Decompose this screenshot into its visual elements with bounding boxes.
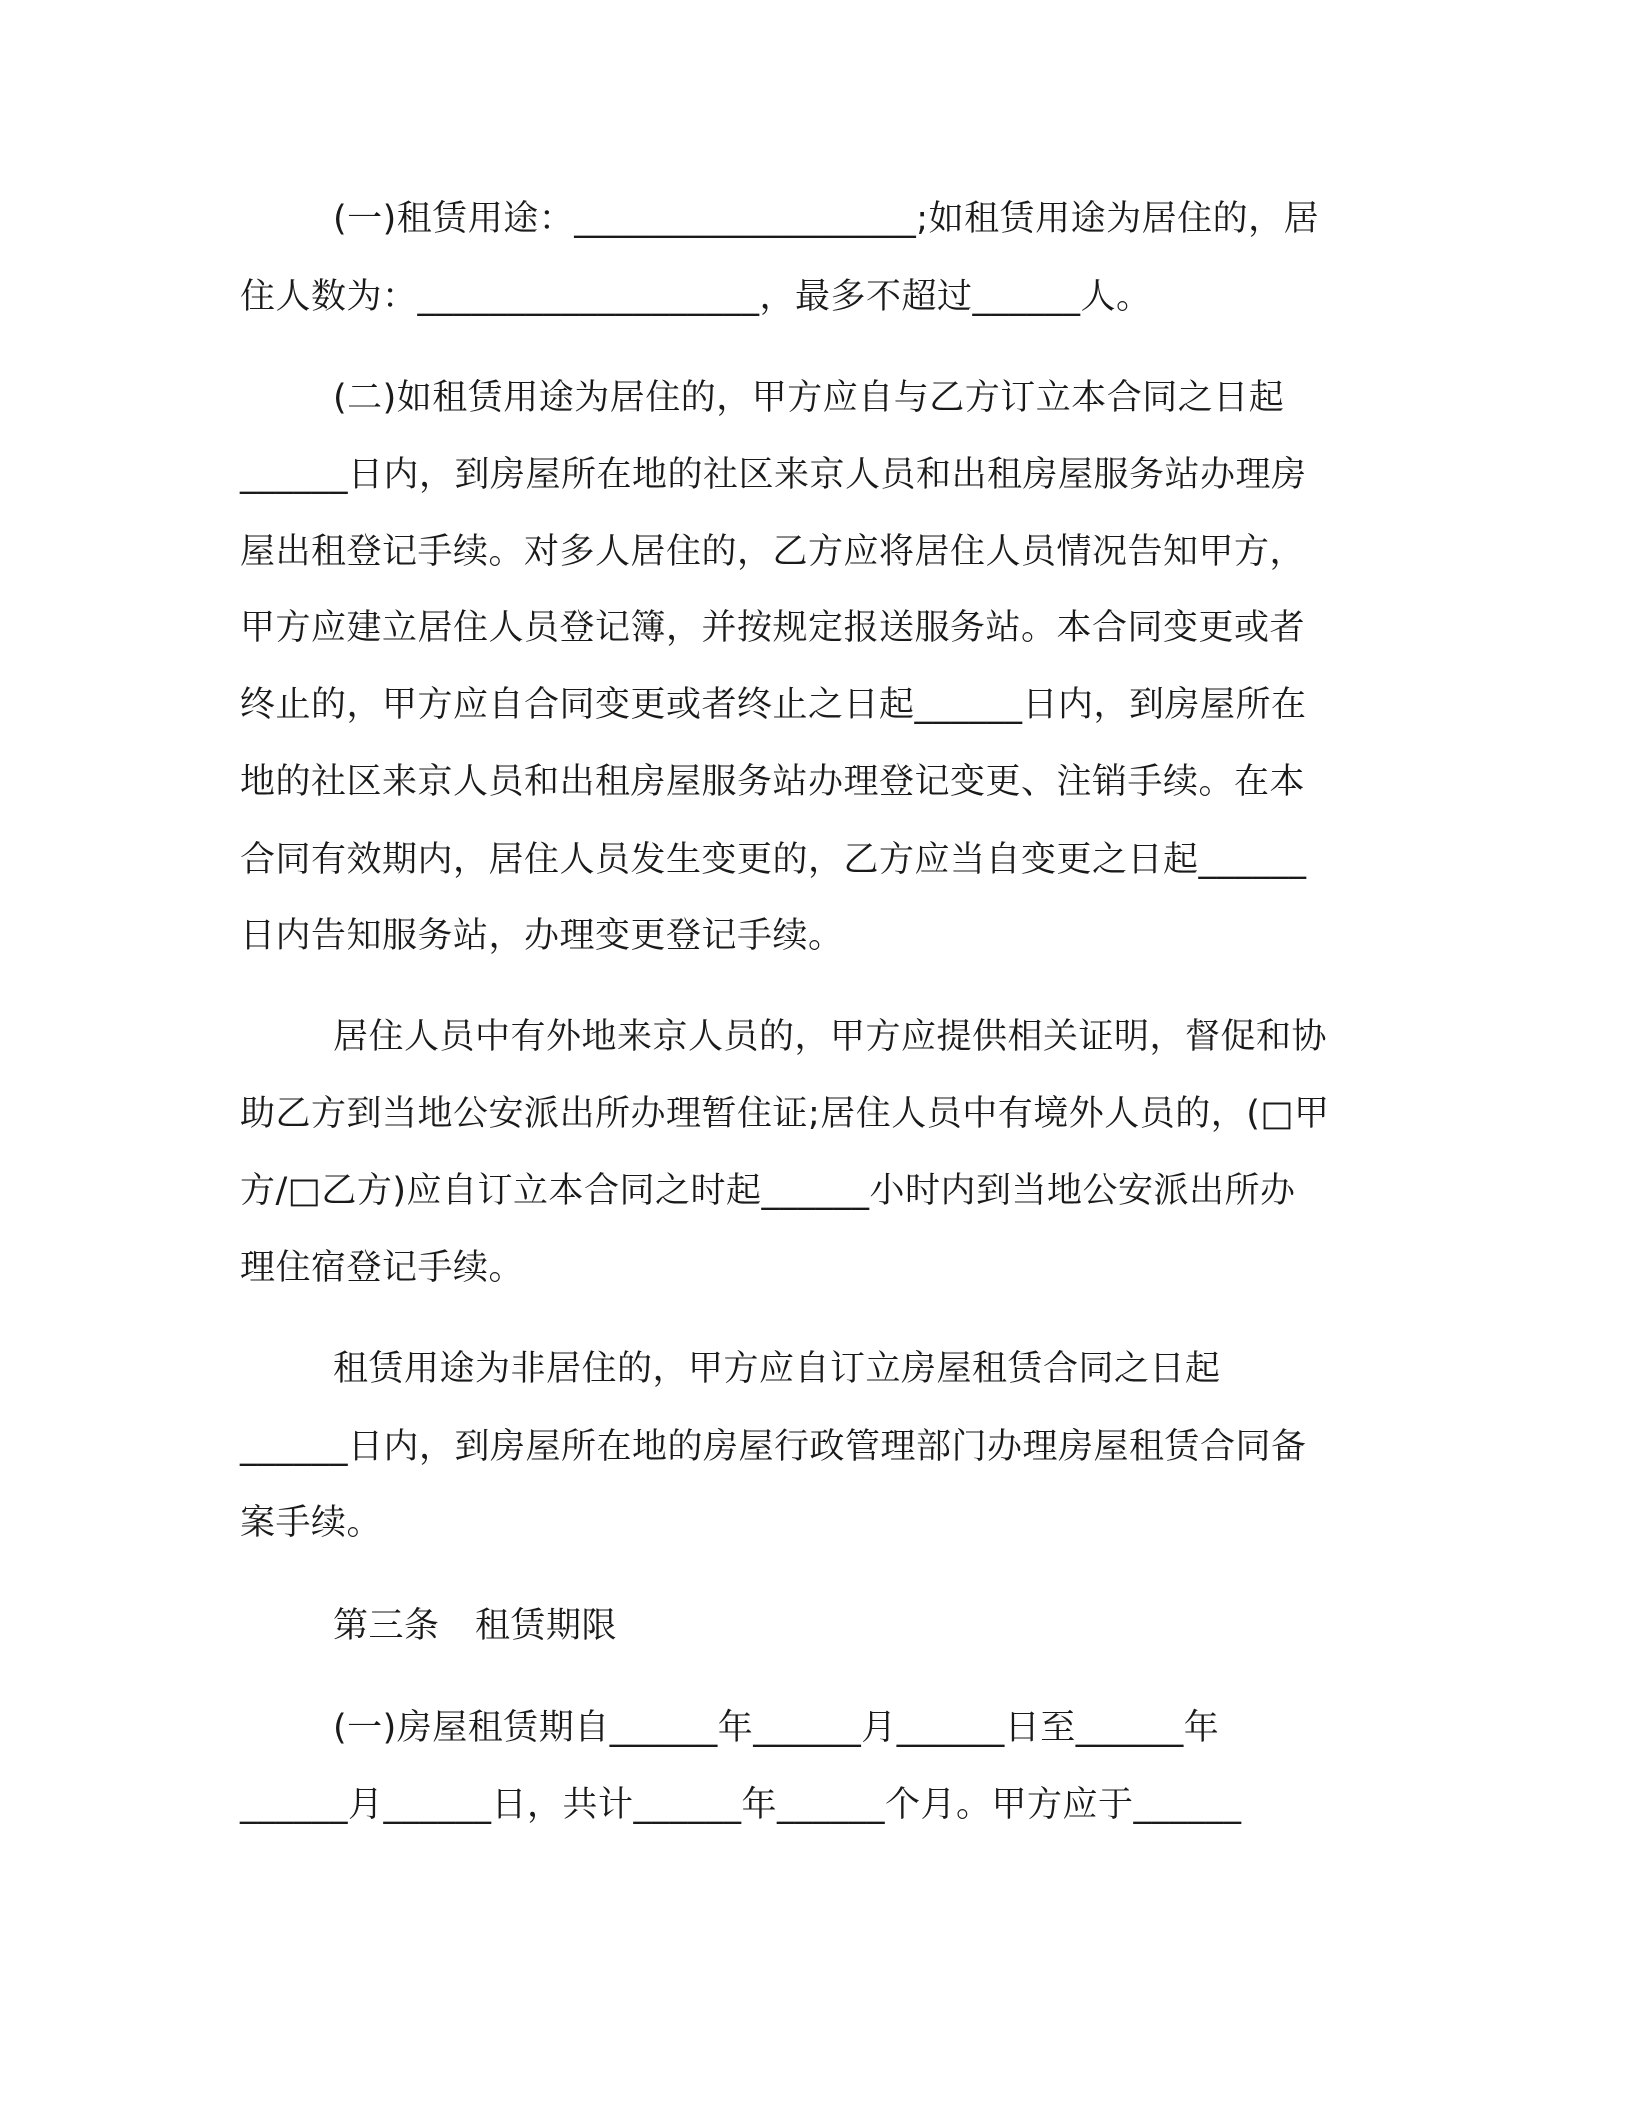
text-line: 租赁用途为非居住的，甲方应自订立房屋租赁合同之日起: [333, 1349, 1221, 1389]
text-line: 助乙方到当地公安派出所办理暂住证;居住人员中有境外人员的，(□甲: [240, 1094, 1330, 1134]
text-line: 居住人员中有外地来京人员的，甲方应提供相关证明，督促和协: [333, 1017, 1328, 1057]
text-line: 终止的，甲方应自合同变更或者终止之日起______日内，到房屋所在: [240, 685, 1307, 725]
text-line: 方/□乙方)应自订立本合同之时起______小时内到当地公安派出所办: [240, 1171, 1296, 1211]
text-line: ______月______日，共计______年______个月。甲方应于______: [240, 1785, 1242, 1825]
text-line: 住人数为：___________________，最多不超过______人。: [240, 277, 1152, 317]
text-line: (一)房屋租赁期自______年______月______日至______年: [333, 1708, 1220, 1748]
text-line: 屋出租登记手续。对多人居住的，乙方应将居住人员情况告知甲方，: [240, 532, 1306, 572]
section-heading: 第三条 租赁期限: [333, 1606, 618, 1646]
text-line: 案手续。: [240, 1503, 383, 1543]
text-line: 甲方应建立居住人员登记簿，并按规定报送服务站。本合同变更或者: [240, 608, 1306, 648]
text-line: 日内告知服务站，办理变更登记手续。: [240, 916, 844, 956]
text-line: ______日内，到房屋所在地的房屋行政管理部门办理房屋租赁合同备: [240, 1427, 1307, 1467]
text-line: (二)如租赁用途为居住的，甲方应自与乙方订立本合同之日起: [333, 378, 1285, 418]
text-line: 合同有效期内，居住人员发生变更的，乙方应当自变更之日起______: [240, 840, 1307, 880]
text-line: 地的社区来京人员和出租房屋服务站办理登记变更、注销手续。在本: [240, 762, 1306, 802]
text-line: 理住宿登记手续。: [240, 1248, 525, 1288]
text-line: (一)租赁用途：___________________;如租赁用途为居住的，居: [333, 199, 1320, 239]
text-line: ______日内，到房屋所在地的社区来京人员和出租房屋服务站办理房: [240, 455, 1307, 495]
